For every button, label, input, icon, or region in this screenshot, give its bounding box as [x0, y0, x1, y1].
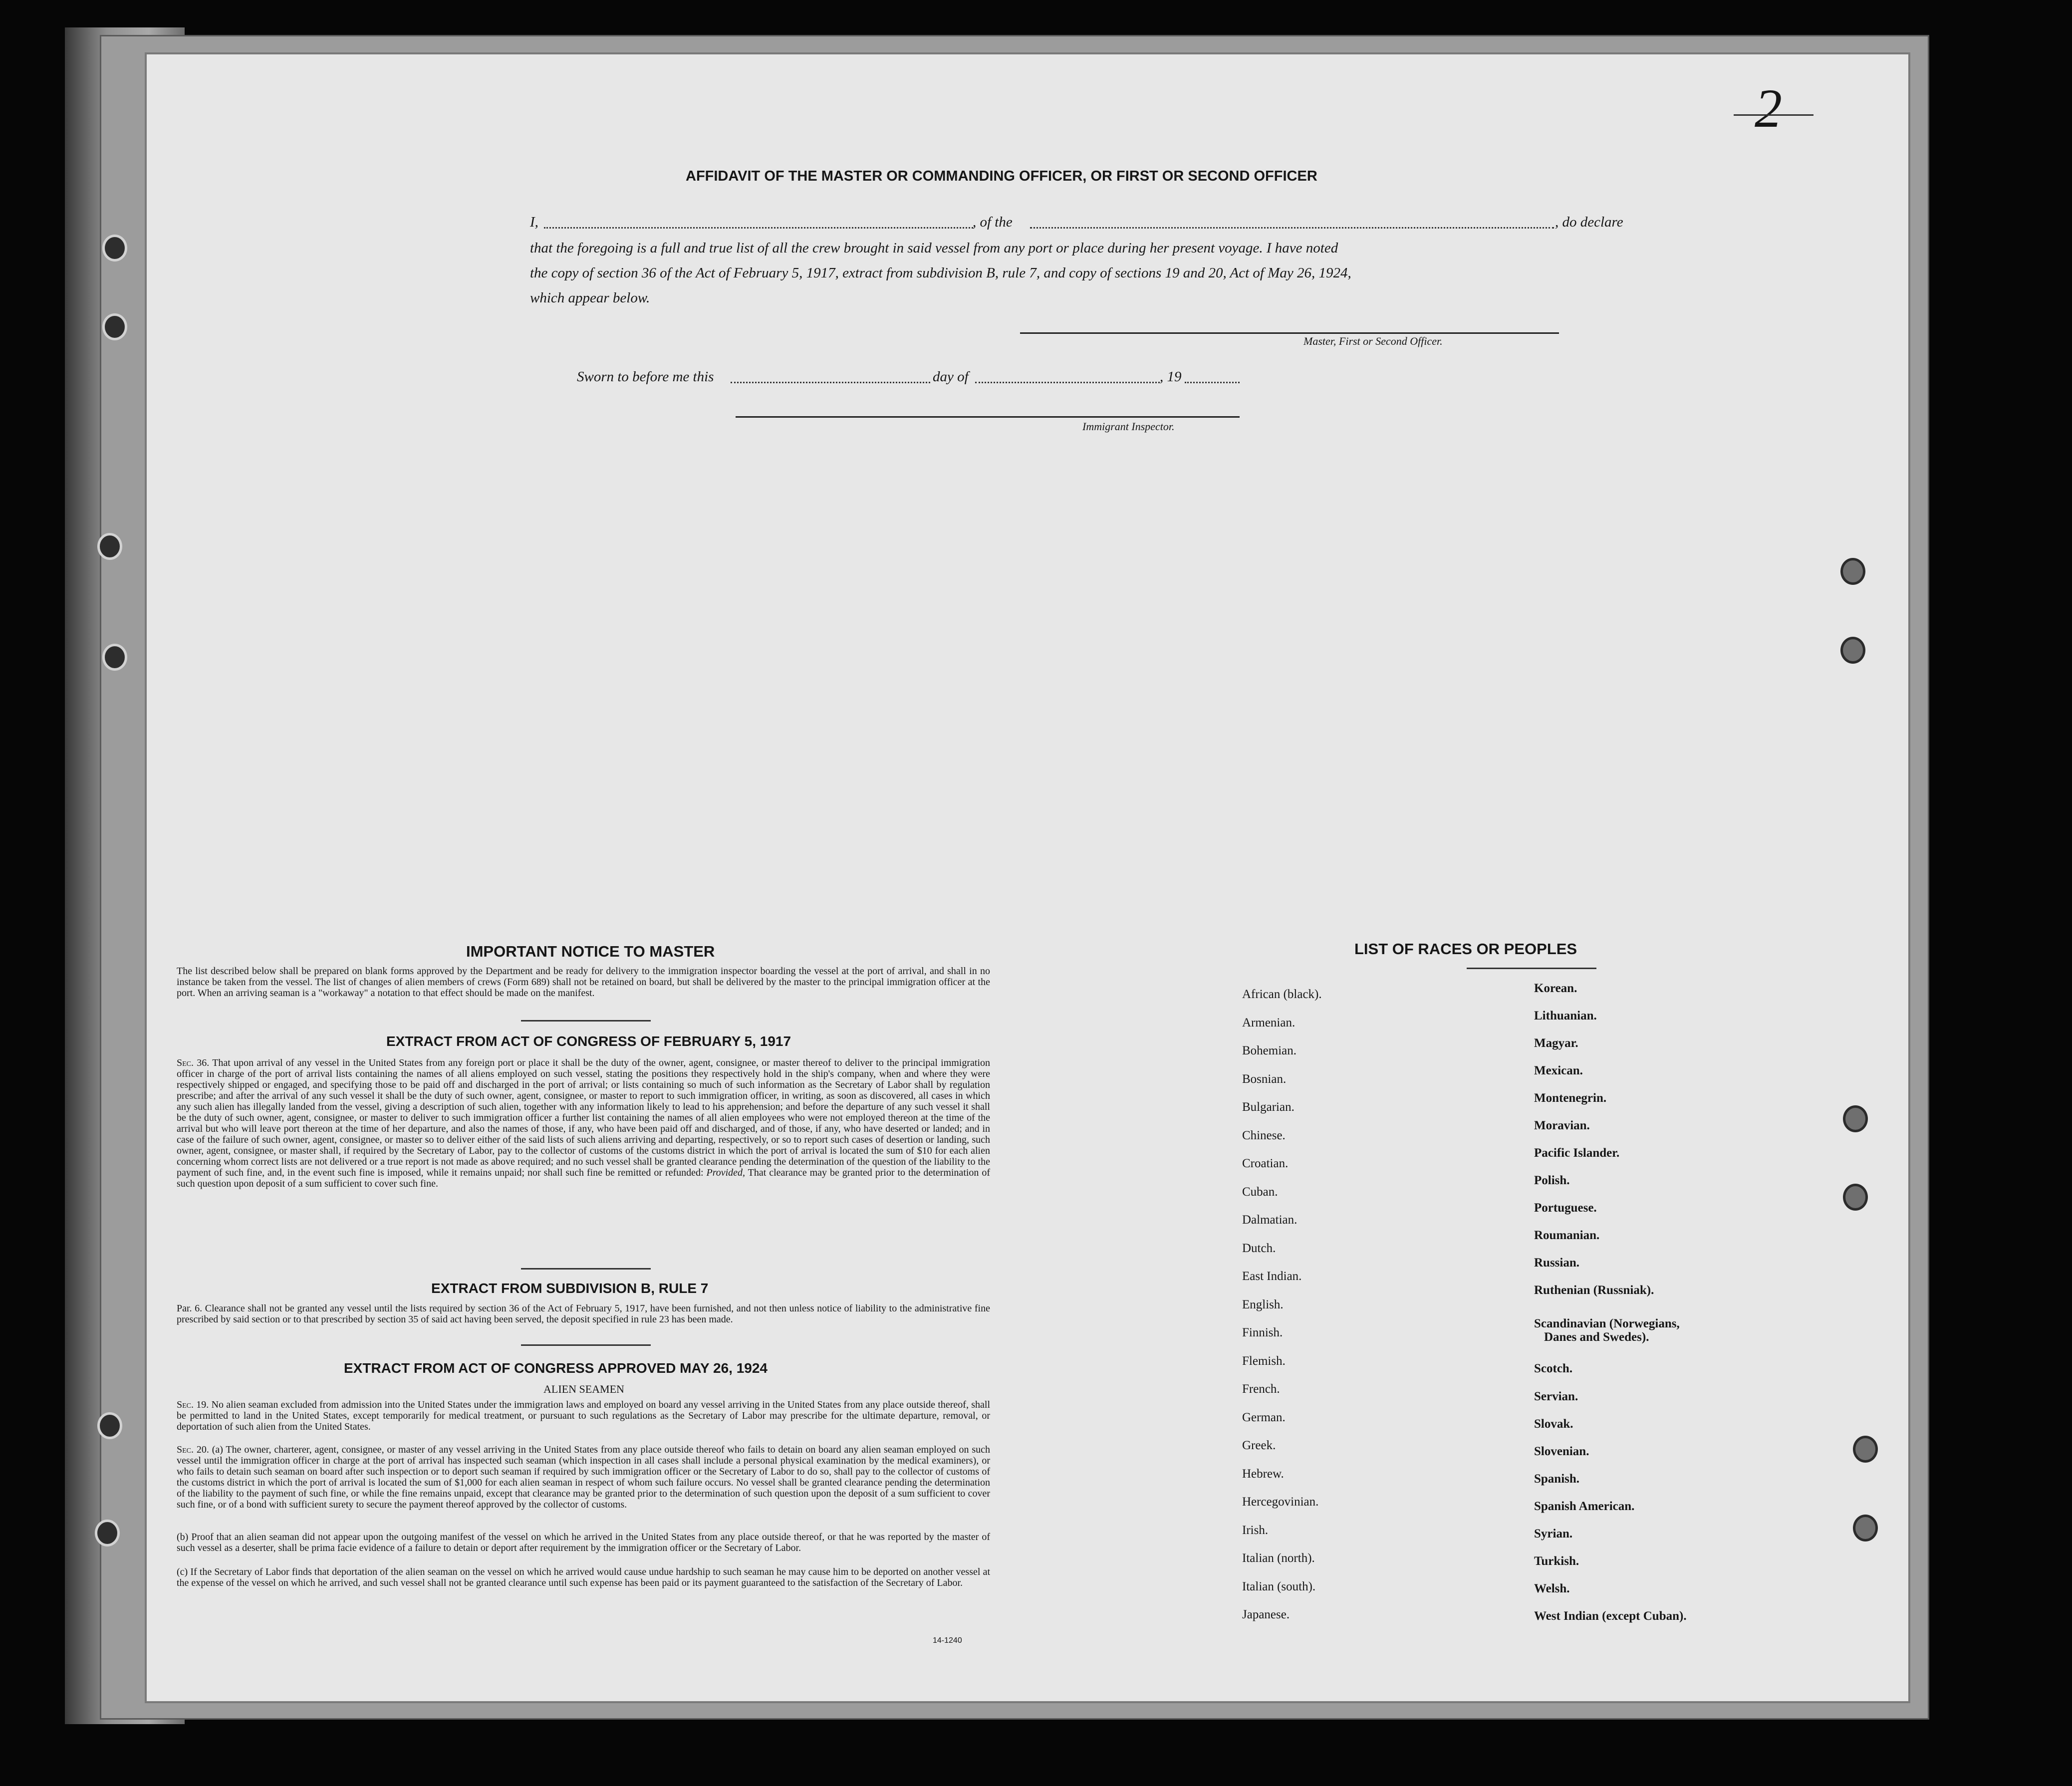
- race-item: Bulgarian.: [1242, 1100, 1295, 1114]
- race-item: Moravian.: [1534, 1119, 1590, 1132]
- affidavit-line-4: which appear below.: [530, 290, 650, 306]
- race-item: African (black).: [1242, 988, 1322, 1001]
- affidavit-of-the: , of the: [973, 214, 1013, 230]
- form-sheet: [145, 52, 1910, 1703]
- affidavit-i: I,: [530, 214, 538, 230]
- race-item: Scotch.: [1534, 1362, 1573, 1375]
- binder-hole: [95, 1520, 120, 1546]
- race-item: Polish.: [1534, 1174, 1570, 1187]
- binder-hole: [1840, 558, 1865, 585]
- extract-1924-title: EXTRACT FROM ACT OF CONGRESS APPROVED MAY 26, 1924: [344, 1360, 768, 1376]
- binder-hole: [102, 235, 127, 261]
- section-19-label: Sec. 19.: [177, 1399, 209, 1410]
- affidavit-do-declare: , do declare: [1555, 214, 1623, 230]
- race-item: Italian (north).: [1242, 1551, 1315, 1565]
- inspector-signature-line: [736, 416, 1240, 418]
- races-title: LIST OF RACES OR PEOPLES: [1354, 940, 1577, 958]
- name-blank: [544, 227, 973, 229]
- race-item: Russian.: [1534, 1256, 1580, 1270]
- race-item: Cuban.: [1242, 1185, 1278, 1199]
- provided-label: Provided,: [706, 1167, 746, 1178]
- section-20b: (b) Proof that an alien seaman did not appear upon the outgoing manifest of the vessel on which he arrived in the United States from any place outside thereof, or that he was reported by the master of such vessel as a deserter, shall be prima facie evidence of a failure to detain or deport after requirement by the immigration officer or the Secretary of Labor.: [177, 1531, 990, 1553]
- race-item: Irish.: [1242, 1523, 1269, 1537]
- race-item: German.: [1242, 1410, 1286, 1424]
- binder-hole: [97, 533, 122, 560]
- affidavit-title: AFFIDAVIT OF THE MASTER OR COMMANDING OFFICER, OR FIRST OR SECOND OFFICER: [686, 168, 1317, 184]
- race-item: Hebrew.: [1242, 1467, 1284, 1481]
- race-item: Croatian.: [1242, 1157, 1289, 1170]
- extract-1917-title: EXTRACT FROM ACT OF CONGRESS OF FEBRUARY 5, 1917: [386, 1033, 791, 1049]
- day-of-text: day of: [933, 369, 969, 385]
- binder-hole: [1843, 1184, 1868, 1211]
- binder-hole: [102, 313, 127, 340]
- race-item: Chinese.: [1242, 1128, 1286, 1142]
- affidavit-line-2: that the foregoing is a full and true list of all the crew brought in said vessel from any port or place during her present voyage. I have noted: [530, 240, 1338, 256]
- race-item: Spanish American.: [1534, 1500, 1635, 1513]
- divider: [521, 1344, 651, 1346]
- race-item: Lithuanian.: [1534, 1009, 1597, 1022]
- binder-hole: [97, 1412, 122, 1439]
- notice-body: The list described below shall be prepared on blank forms approved by the Department and be ready for delivery to the immigration inspector boarding the vessel at the port of arrival, and shall in no instance be taken from the vessel. The list of changes of alien members of crews (Form 689) shall not be retained on board, but shall be delivered by the master to the principal immigration officer at the port. When an arriving seaman is a "workaway" a notation to that effect should be made on the manifest.: [177, 966, 990, 999]
- race-item: Finnish.: [1242, 1326, 1283, 1339]
- race-item: Slovenian.: [1534, 1445, 1589, 1458]
- notice-title: IMPORTANT NOTICE TO MASTER: [466, 943, 715, 960]
- race-item: Servian.: [1534, 1390, 1578, 1403]
- race-item: Roumanian.: [1534, 1229, 1600, 1242]
- divider: [521, 1268, 651, 1270]
- race-item: Spanish.: [1534, 1472, 1580, 1486]
- race-item: Welsh.: [1534, 1582, 1570, 1595]
- month-blank: [975, 382, 1160, 383]
- section-20c: (c) If the Secretary of Labor finds that deportation of the alien seaman on the vessel on which he arrived would cause undue hardship to such seaman he may cause him to be deported on another vessel at the expense of the vessel on which he arrived, and such vessel shall not be granted clearance until such expense has been paid or its payment guaranteed to the satisfaction of the Secretary of Labor.: [177, 1566, 990, 1588]
- binder-hole: [102, 644, 127, 671]
- section-20-label: Sec. 20.: [177, 1444, 209, 1455]
- race-item: Syrian.: [1534, 1527, 1573, 1540]
- extract-rule7-body: Par. 6. Clearance shall not be granted any vessel until the lists required by section 36 of the Act of February 5, 1917, have been furnished, and not then unless notice of liability to the administrative fine prescribed by said section or to that prescribed by section 35 of said act having been served, the deposit specified in rule 23 has been made.: [177, 1303, 990, 1325]
- race-item: East Indian.: [1242, 1270, 1302, 1283]
- race-item: West Indian (except Cuban).: [1534, 1609, 1687, 1623]
- race-item: Dutch.: [1242, 1241, 1276, 1255]
- signature-caption: Master, First or Second Officer.: [1303, 335, 1443, 347]
- race-item: French.: [1242, 1382, 1280, 1396]
- page-number-underline: [1734, 114, 1813, 116]
- race-item: Scandinavian (Norwegians,: [1534, 1317, 1680, 1330]
- vessel-blank: [1030, 227, 1554, 229]
- race-item: Pacific Islander.: [1534, 1146, 1620, 1160]
- divider: [521, 1020, 651, 1021]
- section-20a-text: (a) The owner, charterer, agent, consignee, or master of any vessel arriving in the United States from any place outside thereof who fails to detain on board any alien seaman employed on such vessel until the immigration officer in charge at the port of arrival has inspected such seaman (which inspection in all cases shall include a personal physical examination by the medical examiners), or who fails to detain such seaman on board after such inspection or to deport such seaman if required by such immigration officer or the Secretary of Labor to do so, shall pay to the collector of customs of the customs district in which the port of arrival is located the sum of $1,000 for each alien seaman in respect of whom such failure occurs. No vessel shall be granted clearance pending the determination of the liability to the payment of such fine, or while the fine remains unpaid, except that clearance may be granted prior to the determination of such question upon the deposit of a sum sufficient to cover such fine, or of a bond with sufficient surety to secure the payment thereof approved by the collector of customs.: [177, 1444, 991, 1510]
- race-item: Hercegovinian.: [1242, 1495, 1319, 1509]
- race-item: Turkish.: [1534, 1554, 1579, 1568]
- year-prefix: , 19: [1160, 369, 1182, 385]
- race-item: Armenian.: [1242, 1016, 1295, 1029]
- extract-rule7-title: EXTRACT FROM SUBDIVISION B, RULE 7: [431, 1280, 709, 1296]
- race-item: Flemish.: [1242, 1354, 1286, 1368]
- race-item: English.: [1242, 1297, 1284, 1311]
- races-divider: [1467, 968, 1596, 969]
- signature-line: [1020, 332, 1559, 334]
- binder-hole: [1840, 637, 1865, 664]
- year-blank: [1185, 382, 1240, 383]
- section-19-text: No alien seaman excluded from admission into the United States under the immigration laws and employed on board any vessel arriving in the United States from any place outside thereof, shall be permitted to land in the United States, except temporarily for medical treatment, or pursuant to such regulations as the Secretary of Labor may prescribe for the ultimate departure, removal, or deportation of such alien from the United States.: [177, 1399, 991, 1432]
- form-number: 14-1240: [933, 1636, 962, 1645]
- race-item: Bohemian.: [1242, 1044, 1297, 1057]
- race-item: Ruthenian (Russniak).: [1534, 1283, 1654, 1297]
- section-19: [177, 1399, 990, 1432]
- section-36-tail: That clearance may be granted prior to the determination of such question upon deposit of a sum sufficient to cover such fine.: [177, 1167, 991, 1189]
- section-36-text: That upon arrival of any vessel in the United States from any foreign port or place it shall be the duty of the owner, agent, consignee, or master thereof to deliver to the principal immigration officer in charge of the port of arrival lists containing the names of all aliens employed on such vessel, stating the positions they respectively hold in the ship's company, when and where they were respectively shipped or engaged, and specifying those to be paid off and discharged in the port of arrival; or lists containing so much of such information as the Secretary of Labor shall by regulation prescribe; and after the arrival of any such vessel it shall be the duty of such owner, agent, consignee, or master to report to such immigration officer, in writing, as soon as discovered, all cases in which any such alien has illegally landed from the vessel, giving a description of such alien, together with any information likely to lead to his apprehension; and before the departure of any such vessel it shall be the duty of such owner, agent, consignee, or master to deliver to such immigration officer a further list containing the names of all alien employees who were not employed thereon at the time of the arrival but who will leave port thereon at the time of her departure, and also the names of those, if any, who have been paid off and discharged, and of those, if any, who have deserted or landed; and in case of the failure of such owner, agent, consignee, or master so to deliver either of the said lists of such aliens arriving and departing, respectively, or so to report such cases of desertion or landing, such owner, agent, consignee, or master shall, if required by the Secretary of Labor, pay to the collector of customs of the customs district in which the port of arrival is located the sum of $10 for each alien concerning whom correct lists are not delivered or a true report is not made as above required; and no such vessel shall be granted clearance pending the determination of the question of the liability to the payment of such fine, and, in the event such fine is imposed, while it remains unpaid; nor shall such fine be remitted or refunded:: [177, 1057, 991, 1178]
- race-item: Greek.: [1242, 1439, 1276, 1452]
- race-item: Slovak.: [1534, 1417, 1573, 1431]
- race-item: Dalmatian.: [1242, 1213, 1297, 1227]
- binder-hole: [1853, 1515, 1878, 1541]
- race-item: Bosnian.: [1242, 1072, 1287, 1086]
- binder-hole: [1853, 1436, 1878, 1463]
- race-item: Portuguese.: [1534, 1201, 1597, 1215]
- race-item: Mexican.: [1534, 1064, 1583, 1077]
- handwritten-page-number: 2: [1755, 78, 1782, 139]
- sworn-text: Sworn to before me this: [577, 369, 714, 385]
- race-item: Magyar.: [1534, 1036, 1578, 1050]
- extract-1917-body: [177, 1057, 990, 1189]
- affidavit-line-3: the copy of section 36 of the Act of February 5, 1917, extract from subdivision B, rule 7, and copy of sections 19 and 20, Act of May 26, 1924,: [530, 265, 1351, 281]
- race-item: Danes and Swedes).: [1544, 1330, 1649, 1344]
- section-36-label: Sec. 36.: [177, 1057, 210, 1068]
- race-item: Japanese.: [1242, 1608, 1290, 1621]
- inspector-caption: Immigrant Inspector.: [1082, 420, 1175, 433]
- race-item: Montenegrin.: [1534, 1091, 1607, 1105]
- race-item: Korean.: [1534, 982, 1577, 995]
- alien-seamen-subtitle: ALIEN SEAMEN: [543, 1383, 624, 1395]
- sworn-day-blank: [731, 382, 930, 383]
- binder-hole: [1843, 1105, 1868, 1132]
- section-20a: [177, 1444, 990, 1510]
- race-item: Italian (south).: [1242, 1579, 1316, 1593]
